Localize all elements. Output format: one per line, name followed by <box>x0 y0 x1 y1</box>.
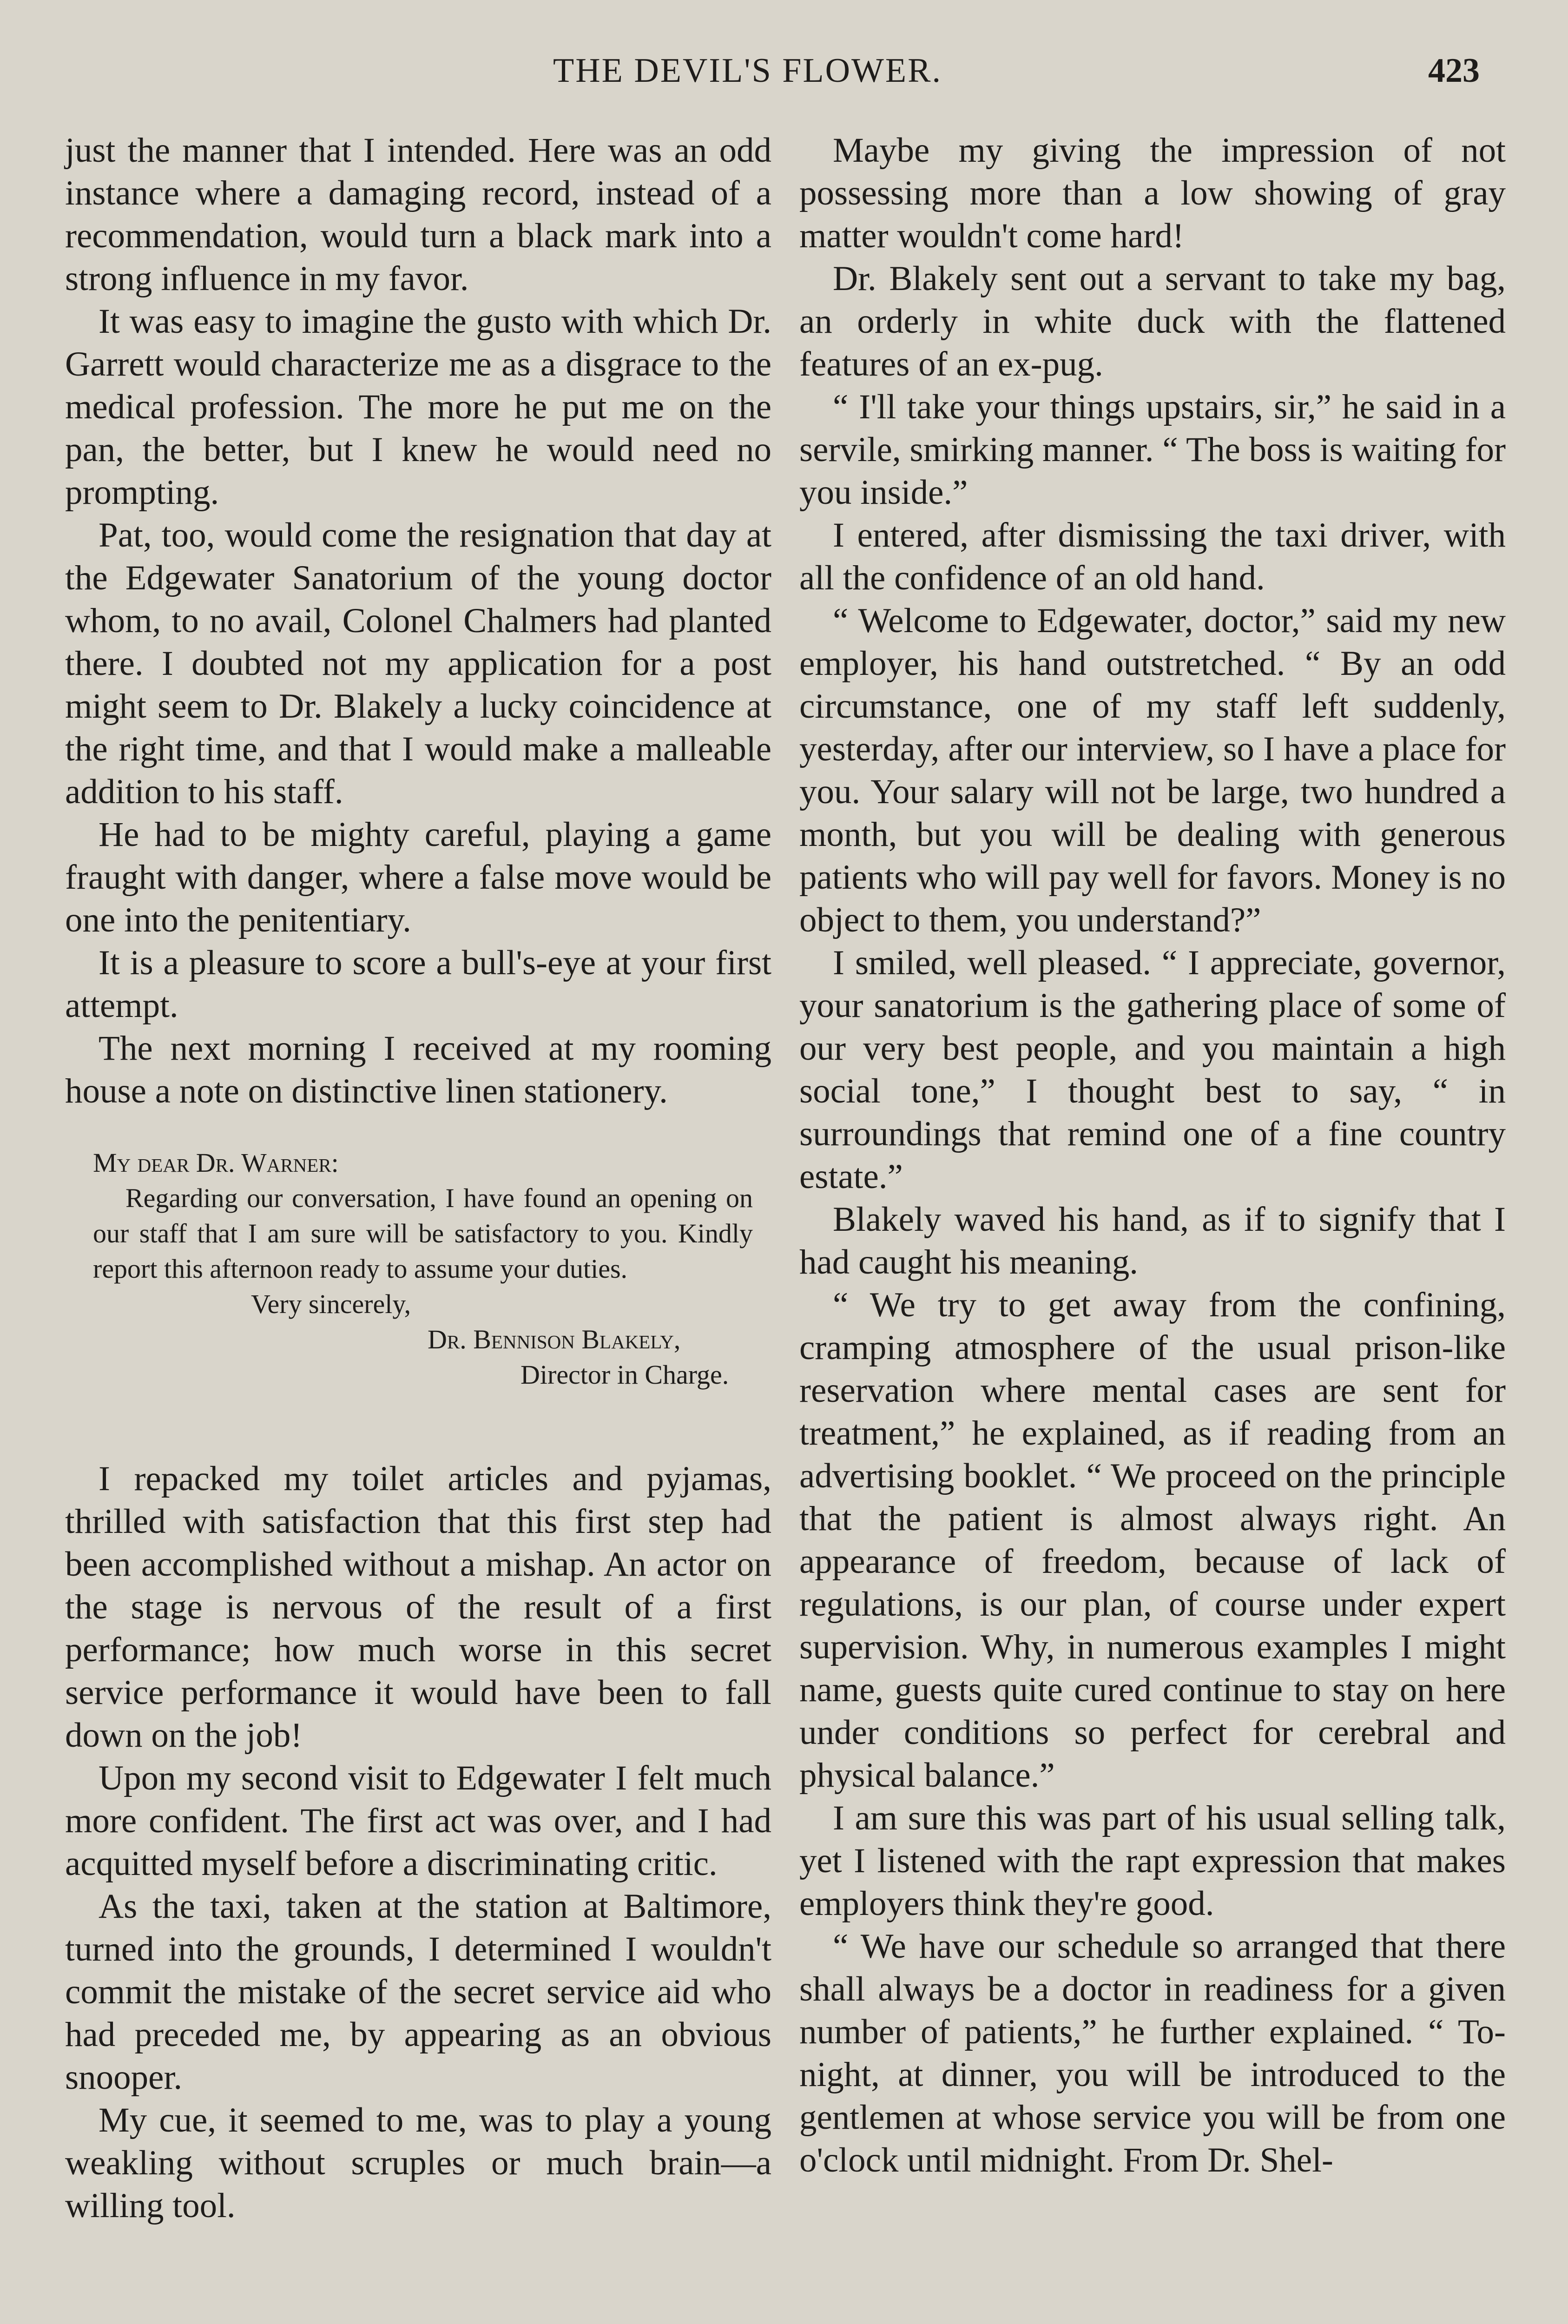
paragraph: “ I'll take your things upstairs, sir,” he said in a servile, smirking manner. “ The boss is waiting for you inside.” <box>799 388 1506 512</box>
paragraph: Pat, too, would come the resignation that day at the Edgewater Sanatorium of the young doctor whom, to no avail, Colonel Chalmers had planted there. I doubted not my application for a post might seem to Dr. Blakely a lucky coincidence at the right time, and that I would make a malleable addition to his staff. <box>65 516 771 811</box>
paragraph: It is a pleasure to score a bull's-eye at your first attempt. <box>65 944 771 1025</box>
letter-salutation: My dear Dr. Warner: <box>93 1148 339 1178</box>
page-number: 423 <box>1428 52 1480 90</box>
letter-body: Regarding our conversation, I have found an opening on our staff that I am sure will be satisfactory to you. Kindly report this afternoon ready to assume your duties. <box>93 1183 753 1284</box>
paragraph: It was easy to imagine the gusto with which Dr. Garrett would characterize me as a disgrace to the medical profession. The more he put me on the pan, the better, but I knew he would need no prompting. <box>65 302 771 512</box>
letter-signature: Dr. Bennison Blakely, <box>428 1324 681 1354</box>
paragraph: “ Welcome to Edgewater, doctor,” said my new employer, his hand outstretched. “ By an odd circumstance, one of my staff left suddenly, yesterday, after our interview, so I have a place for you. Your salary will not be large, two hundred a month, but you will be dealing with generous patients who will pay well for favors. Money is no object to them, you understand?” <box>799 601 1506 939</box>
paragraph: He had to be mighty careful, playing a game fraught with danger, where a false move would be one into the penitentiary. <box>65 815 771 939</box>
paragraph: “ We try to get away from the confining, cramping atmosphere of the usual prison-like reservation where mental cases are sent for treatment,” he explained, as if reading from an advertising booklet. “ We proceed on the principle that the patient is almost always right. An appearance of freedom, because of lack of regulations, is our plan, of course under expert supervision. Why, in numerous examples I might name, guests quite cured continue to stay on here under conditions so perfect for cerebral and physical balance.” <box>799 1286 1506 1795</box>
paragraph: Dr. Blakely sent out a servant to take my bag, an orderly in white duck with the flattened features of an ex-pug. <box>799 259 1506 383</box>
paragraph: just the manner that I intended. Here was an odd instance where a damaging record, instead of a recommendation, would turn a black mark into a strong influence in my favor. <box>65 131 771 298</box>
paragraph: Maybe my giving the impression of not possessing more than a low showing of gray matter wouldn't come hard! <box>799 131 1506 255</box>
letter-signature-title: Director in Charge. <box>520 1360 729 1390</box>
paragraph: I entered, after dismissing the taxi driver, with all the confidence of an old hand. <box>799 516 1506 597</box>
paragraph: “ We have our schedule so arranged that there shall always be a doctor in readiness for a given number of patients,” he further explained. “ To-night, at dinner, you will be introduced to the gentlemen at whose service you will be from one o'clock until midnight. From Dr. Shel- <box>799 1927 1506 2179</box>
left-column <box>65 129 771 2227</box>
page-header <box>65 43 1512 99</box>
quoted-letter <box>93 1145 753 1393</box>
paragraph: The next morning I received at my rooming house a note on distinctive linen stationery. <box>65 1029 771 1110</box>
running-title: THE DEVIL'S FLOWER. <box>553 52 942 90</box>
right-column <box>799 129 1506 2182</box>
letter-closing: Very sincerely, <box>251 1289 411 1319</box>
paragraph: My cue, it seemed to me, was to play a young weakling without scruples or much brain—a willing tool. <box>65 2101 771 2225</box>
paragraph: As the taxi, taken at the station at Baltimore, turned into the grounds, I determined I wouldn't commit the mistake of the secret service aid who had preceded me, by appearing as an obvious snooper. <box>65 1887 771 2097</box>
paragraph: Upon my second visit to Edgewater I felt much more confident. The first act was over, and I had acquitted myself before a discriminating critic. <box>65 1759 771 1883</box>
paragraph: Blakely waved his hand, as if to signify that I had caught his meaning. <box>799 1200 1506 1281</box>
paragraph: I repacked my toilet articles and pyjamas, thrilled with satisfaction that this first step had been accomplished without a mishap. An actor on the stage is nervous of the result of a first performance; how much worse in this secret service performance it would have been to fall down on the job! <box>65 1459 771 1755</box>
paragraph: I am sure this was part of his usual selling talk, yet I listened with the rapt expression that makes employers think they're good. <box>799 1799 1506 1923</box>
paragraph: I smiled, well pleased. “ I appreciate, governor, your sanatorium is the gathering place of some of our very best people, and you maintain a high social tone,” I thought best to say, “ in surroundings that remind one of a fine country estate.” <box>799 944 1506 1196</box>
